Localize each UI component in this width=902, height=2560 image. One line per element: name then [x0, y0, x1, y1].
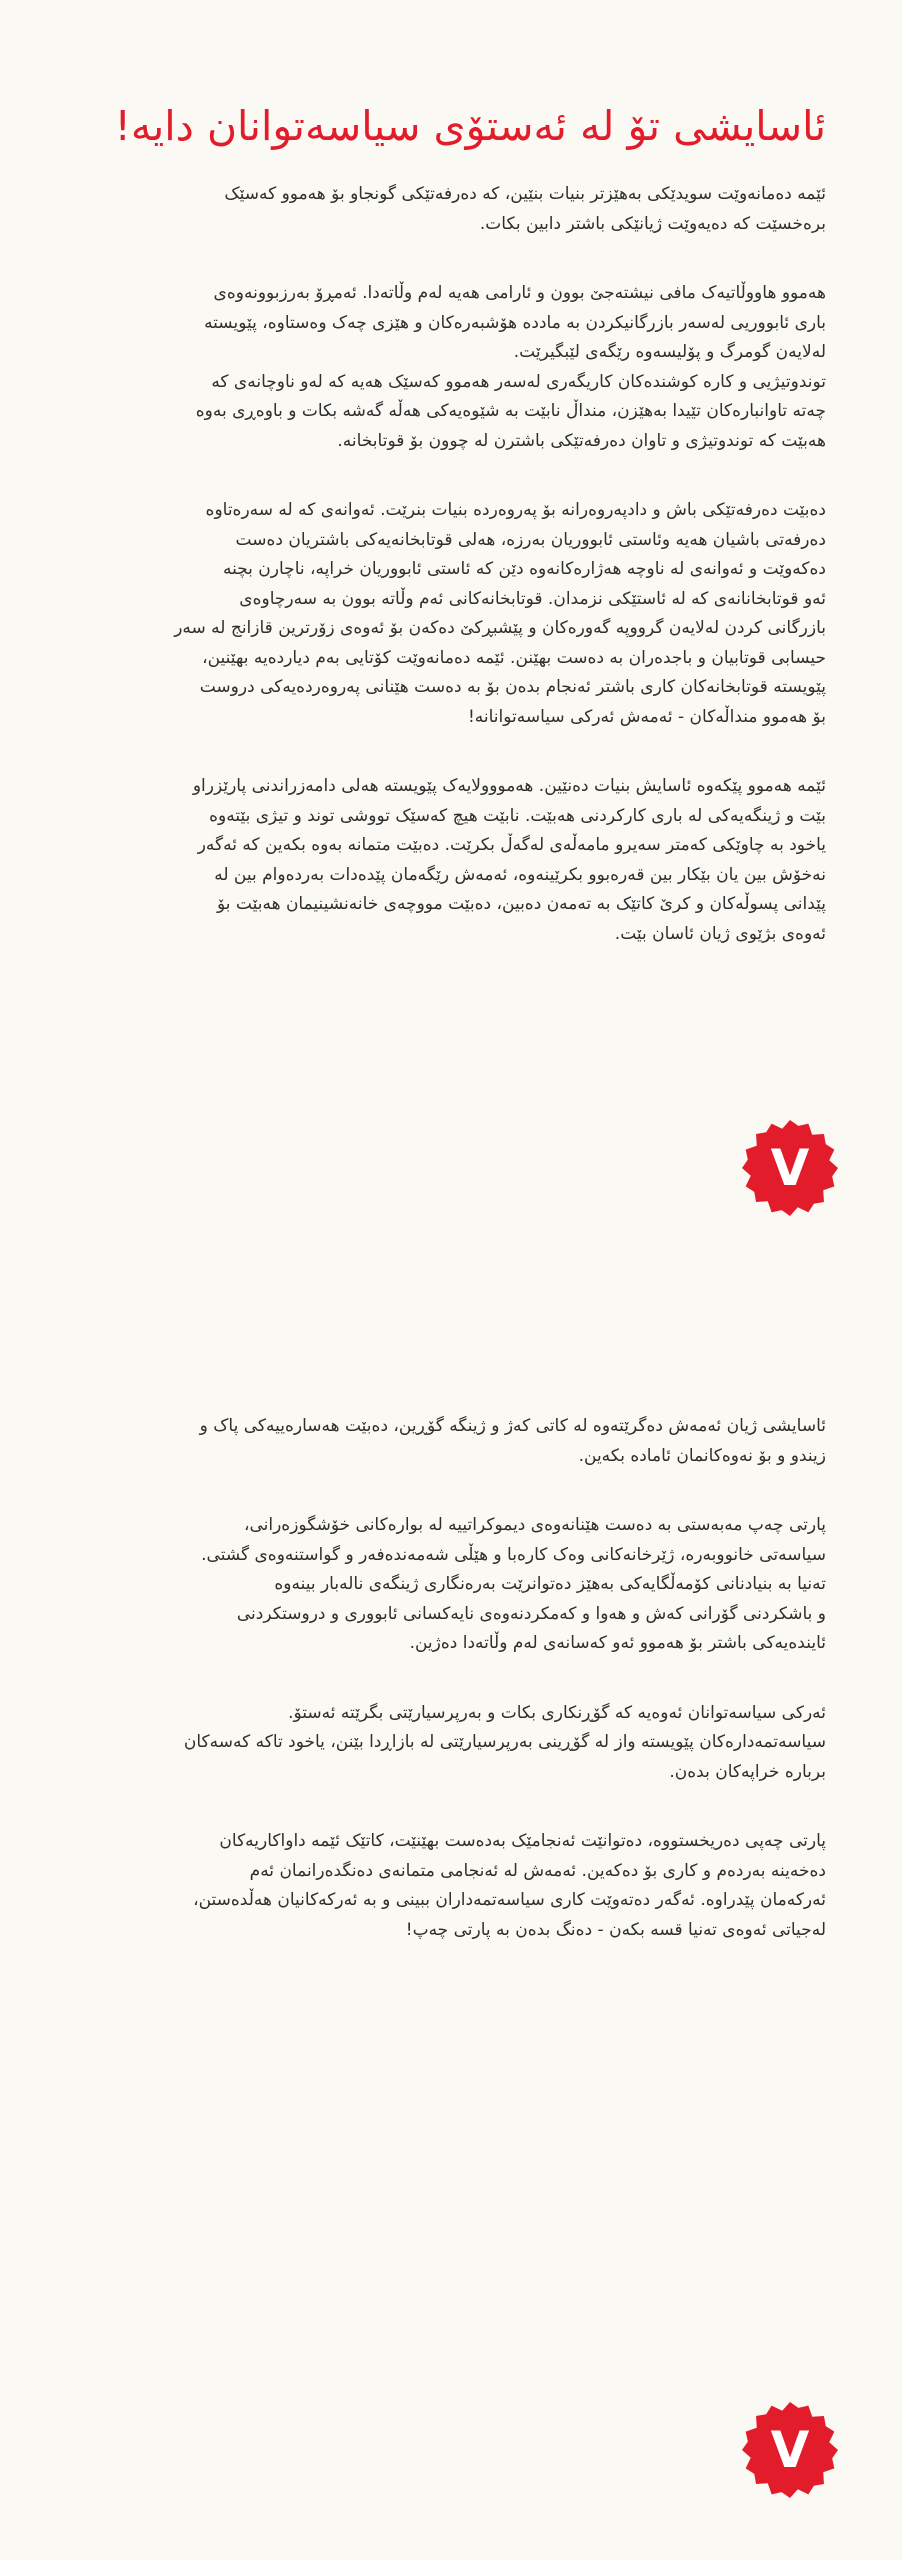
- paragraph-line: لەجیاتی ئەوەی تەنیا قسە بکەن - دەنگ بدەن بە پارتی چەپ!: [405, 1919, 826, 1940]
- paragraph-line: زیندو و بۆ نەوەکانمان ئامادە بکەین.: [578, 1445, 826, 1466]
- paragraph-line: ئەو قوتابخانانەی کە لە ئاستێکی نزمدان. قوتابخانەکانی ئەم وڵاتە بوون بە سەرچاوەی: [239, 588, 826, 609]
- paragraph-line: بۆ هەموو منداڵەکان - ئەمەش ئەرکی سیاسەتوانانە!: [467, 706, 826, 727]
- paragraph-line: باری ئابووریی لەسەر بازرگانیکردن بە مادده هۆشبەرەکان و هێزی چەک وەستاوە، پێویستە: [204, 312, 826, 333]
- paragraph: [118, 1412, 826, 1471]
- paragraph-line: پارتی چەپی دەریخستووە، دەتوانێت ئەنجامێک بەدەست بهێنێت، کاتێک ئێمە داواکاریەکان: [219, 1831, 826, 1851]
- paragraph-line: پارتی چەپ مەبەستی بە دەست هێنانەوەی دیموکراتییە لە بوارەکانی خۆشگوزەرانی،: [243, 1515, 826, 1535]
- paragraph-line: بازرگانی کردن لەلایەن گرووپە گەورەکان و پێشبڕکێ دەکەن بۆ ئەوەی زۆرترین قازانج لە سەر: [174, 618, 826, 638]
- page-title: ئاسایشی تۆ لە ئەستۆی سیاسەتوانان دایە!: [114, 102, 826, 150]
- paragraph-line: ئەوەی بژێوی ژیان ئاسان بێت.: [614, 923, 826, 944]
- paragraph: [118, 180, 826, 239]
- red-rose-v-logo: [740, 2400, 840, 2500]
- paragraph-line: ئەرکەمان پێدراوە. ئەگەر دەتەوێت کاری سیاسەتمەداران ببینی و بە ئەرکەکانیان هەڵدەستن،: [193, 1890, 826, 1910]
- paragraph: [118, 1511, 826, 1659]
- party-logo-icon: [740, 2400, 840, 2500]
- paragraph-line: پێدانی پسوڵەکان و کرێ کاتێک بە تەمەن دەبین، دەبێت مووچەی خانەنشینیمان هەبێت بۆ: [216, 894, 826, 914]
- paragraph: [118, 496, 826, 732]
- paragraph-line: هەبێت کە توندوتیژی و تاوان دەرفەتێکی باشترن لە چوون بۆ قوتابخانە.: [337, 430, 826, 451]
- page-1-content: [114, 98, 826, 989]
- page-2-content: [118, 1412, 826, 1985]
- logo-letter: V: [770, 1139, 810, 1197]
- paragraph: [118, 772, 826, 949]
- paragraph-line: چەتە تاوانبارەکان تێیدا بەهێزن، منداڵ نابێت بە شێوەیەکی هەڵە گەشە بکات و باوەڕی بەوە: [195, 401, 826, 421]
- paragraph-line: تەنیا بە بنیادنانی کۆمەڵگایەکی بەهێز دەتوانرێت بەرەنگاری ژینگەی نالەبار بینەوە: [274, 1574, 826, 1594]
- paragraph-line: و باشکردنی گۆرانی کەش و هەوا و کەمکردنەوەی نایەکسانی ئابووری و دروستکردنی: [236, 1603, 826, 1624]
- paragraph-line: هەموو هاووڵاتیەک مافی نیشتەجێ بوون و ئارامی هەیە لەم وڵاتەدا. ئەمڕۆ بەرزبوونەوەی: [213, 283, 826, 303]
- paragraph-line: توندوتیژیی و کارە کوشندەکان کاریگەری لەسەر هەموو کەسێک هەیە کە لەو ناوچانەی کە: [211, 371, 826, 392]
- paragraph-line: ئایندەیەکی باشتر بۆ هەموو ئەو کەسانەی لەم وڵاتەدا دەژین.: [409, 1633, 826, 1653]
- paragraph-line: دەخەینە بەردەم و کاری بۆ دەکەین. ئەمەش لە ئەنجامی متمانەی دەنگدەرانمان ئەم: [249, 1860, 826, 1881]
- paragraph-line: برەخسێت کە دەیەوێت ژیانێکی باشتر دابین بکات.: [479, 213, 826, 234]
- paragraph-line: دەرفەتی باشیان هەیە وئاستی ئابووریان بەرزە، هەلی قوتابخانەیەکی باشتریان دەست: [235, 529, 826, 550]
- page-1-paragraphs: [118, 180, 826, 949]
- page-2: [0, 1280, 902, 2560]
- paragraph-line: دەبێت دەرفەتێکی باش و دادپەروەرانە بۆ پەروەردە بنیات بنرێت. ئەوانەی کە لە سەرەتاوە: [205, 500, 826, 520]
- paragraph-line: یاخود بە چاوێکی کەمتر سەیرو مامەڵەی لەگەڵ بکرێت. دەبێت متمانە بەوە بکەین کە ئەگەر: [197, 835, 826, 855]
- paragraph-line: ئێمە دەمانەوێت سویدێکی بەهێزتر بنیات بنێین، کە دەرفەتێکی گونجاو بۆ هەموو کەسێک: [224, 184, 826, 204]
- logo-letter: V: [770, 2421, 810, 2479]
- paragraph: [118, 279, 826, 456]
- paragraph-line: ئاسایشی ژیان ئەمەش دەگرێتەوە لە کاتی کەژ و ژینگە گۆڕین، دەبێت هەسارەییەکی پاک و: [199, 1416, 826, 1436]
- paragraph-line: سیاسەتمەدارەکان پێویستە واز لە گۆڕینی بەرپرسیارێتی لە بازاڕدا بێنن، یاخود تاکە کەسەکان: [183, 1732, 826, 1752]
- paragraph-line: پێویستە قوتابخانەکان کاری باشتر ئەنجام بدەن بۆ بە دەست هێنانی پەروەردەیەکی دروست: [199, 677, 826, 697]
- paragraph-line: برباره خراپەکان بدەن.: [669, 1761, 826, 1782]
- paragraph-line: سیاسەتی خانووبەرە، ژێرخانەکانی وەک کارەبا و هێڵی شەمەندەفەر و گواستنەوەی گشتی.: [201, 1544, 826, 1565]
- paragraph-line: ئەرکی سیاسەتوانان ئەوەیە کە گۆڕنکاری بکات و بەرپرسیارێتی بگرێتە ئەستۆ.: [288, 1702, 826, 1723]
- red-rose-v-logo: [740, 1118, 840, 1218]
- paragraph-line: نەخۆش بین یان بێکار بین قەرەبوو بکرێینەوە، ئەمەش رێگەمان پێدەدات بەردەوام بین لە: [214, 864, 826, 885]
- paragraph-line: حیسابی قوتابیان و باجدەران بە دەست بهێنن. ئێمە دەمانەوێت کۆتایی بەم دیاردەیە بهێنین،: [202, 647, 826, 668]
- paragraph-line: دەکەوێت و ئەوانەی لە ناوچە هەژارەکانەوە دێن کە ئاستی ئابووریان خراپە، ناچارن بچنە: [222, 559, 826, 579]
- paragraph: [118, 1699, 826, 1788]
- paragraph-line: ئێمە هەموو پێکەوە ئاسایش بنیات دەنێین. هەمووولایەک پێویستە هەلی دامەزراندنی پارێزراو: [192, 776, 826, 796]
- paragraph-line: بێت و ژینگەیەکی لە باری کارکردنی هەبێت. نابێت هیچ کەسێک تووشی توند و تیژی بێتەوە: [209, 805, 826, 826]
- party-logo-icon: [740, 1118, 840, 1218]
- paragraph-line: لەلایەن گومرگ و پۆلیسەوە رێگەی لێبگیرێت.: [513, 342, 826, 362]
- paragraph: [118, 1827, 826, 1945]
- page-2-paragraphs: [118, 1412, 826, 1945]
